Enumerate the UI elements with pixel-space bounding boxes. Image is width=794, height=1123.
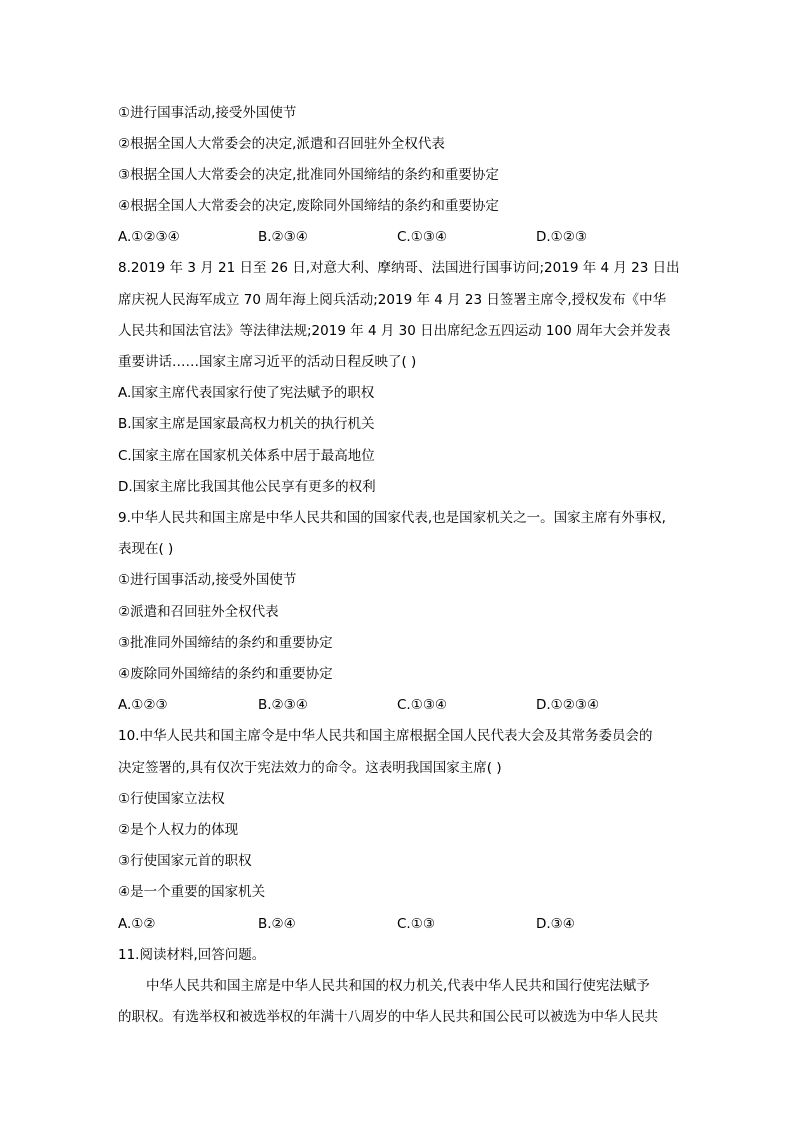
q10-statement-4: ④是一个重要的国家机关 [118,884,266,900]
q7-statement-2: ②根据全国人大常委会的决定,派遣和召回驻外全权代表 [118,136,445,152]
q9-statement-1: ①进行国事活动,接受外国使节 [118,572,297,588]
q7-statement-1: ①进行国事活动,接受外国使节 [118,105,297,121]
q8-option-c: C.国家主席在国家机关体系中居于最高地位 [118,448,375,464]
q11-material-line-1: 中华人民共和国主席是中华人民共和国的权力机关,代表中华人民共和国行使宪法赋予 [146,978,650,994]
q7-statement-4: ④根据全国人大常委会的决定,废除同外国缔结的条约和重要协定 [118,198,499,214]
q7-option-b: B.②③④ [258,229,308,245]
q10-statement-3: ③行使国家元首的职权 [118,853,252,869]
q8-option-d: D.国家主席比我国其他公民享有更多的权利 [118,479,376,495]
q10-statement-2: ②是个人权力的体现 [118,822,239,838]
q11-stem-line-1: 11.阅读材料,回答问题。 [118,947,266,963]
q9-statement-2: ②派遣和召回驻外全权代表 [118,604,279,620]
q9-option-c: C.①③④ [397,697,448,713]
q9-stem-line-2: 表现在( ) [118,541,174,557]
q8-stem-line-4: 重要讲话……国家主席习近平的活动日程反映了( ) [118,354,417,370]
q9-option-b: B.②③④ [258,697,308,713]
q9-stem-line-1: 9.中华人民共和国主席是中华人民共和国的国家代表,也是国家机关之一。国家主席有外事权, [118,510,666,526]
q8-stem-line-2: 席庆祝人民海军成立 70 周年海上阅兵活动;2019 年 4 月 23 日签署主席令,授权发布《中华 [118,292,667,308]
q7-option-d: D.①②③ [536,229,587,245]
q8-stem-line-3: 人民共和国法官法》等法律法规;2019 年 4 月 30 日出席纪念五四运动 100 周年大会并发表 [118,323,671,339]
q7-option-a: A.①②③④ [118,229,180,245]
q7-option-c: C.①③④ [397,229,448,245]
q10-option-b: B.②④ [258,916,296,932]
q8-option-b: B.国家主席是国家最高权力机关的执行机关 [118,416,375,432]
q10-option-d: D.③④ [536,916,575,932]
q9-option-d: D.①②③④ [536,697,600,713]
q10-option-a: A.①② [118,916,156,932]
q10-option-c: C.①③ [397,916,435,932]
q10-stem-line-1: 10.中华人民共和国主席令是中华人民共和国主席根据全国人民代表大会及其常务委员会的 [118,728,653,744]
q9-option-a: A.①②③ [118,697,168,713]
q7-statement-3: ③根据全国人大常委会的决定,批准同外国缔结的条约和重要协定 [118,167,499,183]
q10-stem-line-2: 决定签署的,具有仅次于宪法效力的命令。这表明我国国家主席( ) [118,760,502,776]
q10-statement-1: ①行使国家立法权 [118,791,225,807]
q9-statement-3: ③批准同外国缔结的条约和重要协定 [118,635,333,651]
q8-stem-line-1: 8.2019 年 3 月 21 日至 26 日,对意大利、摩纳哥、法国进行国事访问;2019 年 4 月 23 日出 [118,260,680,276]
q9-statement-4: ④废除同外国缔结的条约和重要协定 [118,666,333,682]
q11-material-line-2: 的职权。有选举权和被选举权的年满十八周岁的中华人民共和国公民可以被选为中华人民共 [118,1009,658,1025]
q8-option-a: A.国家主席代表国家行使了宪法赋予的职权 [118,385,375,401]
